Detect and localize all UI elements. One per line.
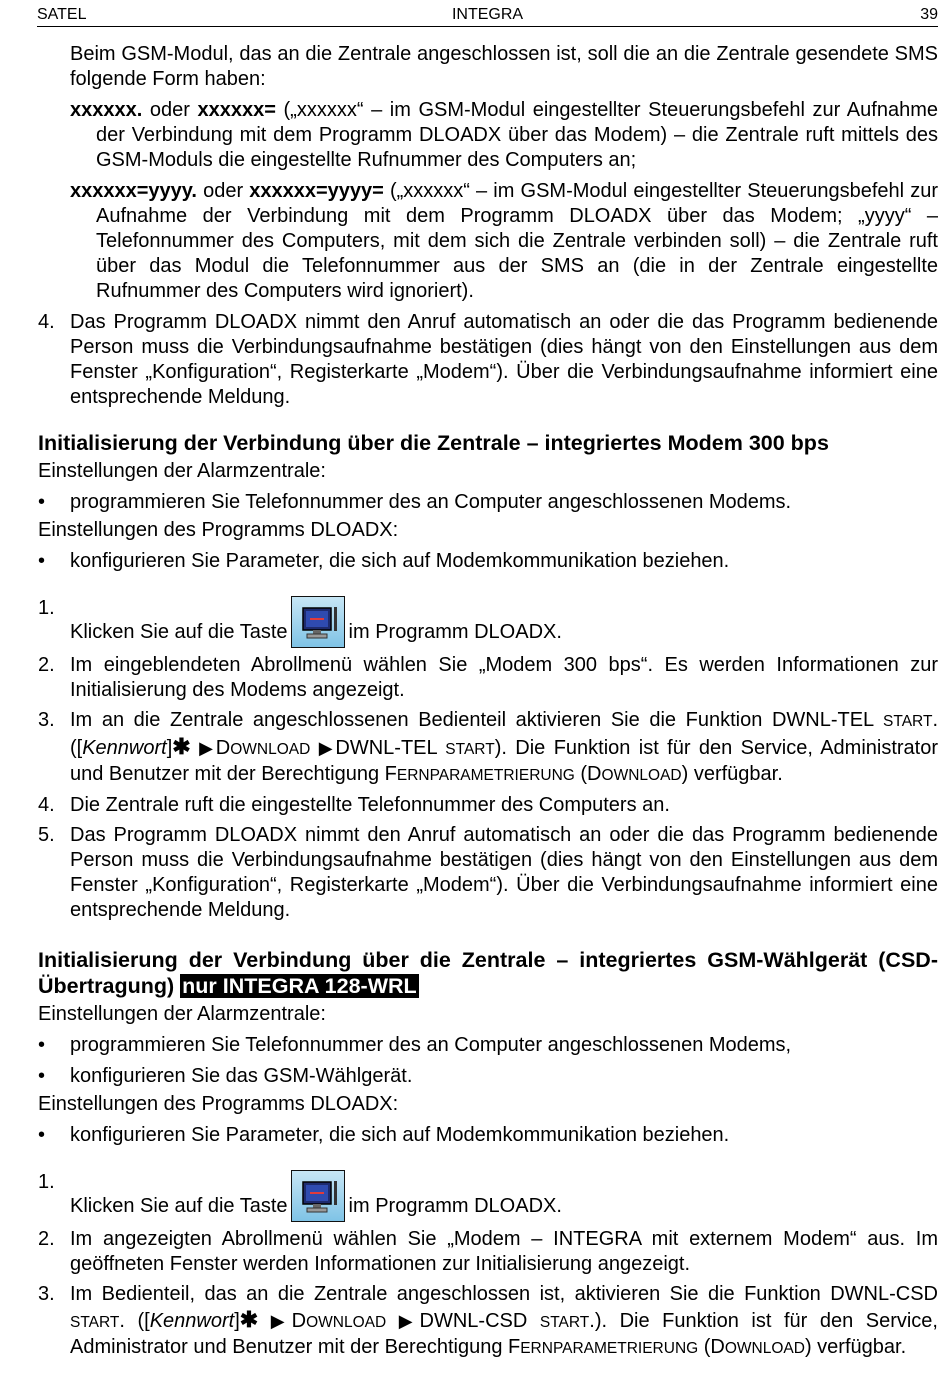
step-item bbox=[38, 653, 938, 703]
intro-paragraph: Beim GSM-Modul, das an die Zentrale angeschlossen ist, soll die an die Zentrale gesendete SMS folgende Form haben: bbox=[70, 43, 938, 90]
step-item bbox=[38, 823, 938, 923]
text-smallcaps: START bbox=[539, 1314, 590, 1331]
text-run: D bbox=[215, 737, 231, 759]
step-text bbox=[70, 1282, 938, 1361]
step-text-pre: Klicken Sie auf die Taste bbox=[70, 621, 288, 643]
connect-modem-button[interactable] bbox=[291, 596, 345, 648]
alarm-settings-label: Einstellungen der Alarmzentrale: bbox=[38, 1003, 326, 1025]
text-run: DWNL-TEL bbox=[335, 737, 446, 759]
section-heading-gsm-csd bbox=[38, 947, 938, 999]
step-number: 2. bbox=[38, 654, 55, 676]
sms-code: xxxxxx. bbox=[70, 99, 143, 121]
step-text: Das Programm DLOADX nimmt den Anruf automatisch an oder die das Programm bedienende Person muss die Verbindungsaufnahme bestätigen (dies hängt von den Einstellungen aus dem Fenster „Konfiguration“, Registerkarte „Modem“). Über die Verbindungsaufnahme informiert eine entsprechende Meldung. bbox=[70, 311, 938, 408]
monitor-icon bbox=[292, 1171, 346, 1223]
model-badge: nur INTEGRA 128-WRL bbox=[182, 974, 417, 998]
alarm-settings-label: Einstellungen der Alarmzentrale: bbox=[38, 460, 326, 482]
text-run: (D bbox=[574, 763, 602, 785]
text-run: .). Die Funktion ist für den Service, Administrator und Benutzer mit der Berechtigung F bbox=[70, 1310, 938, 1358]
text-italic: Kennwort bbox=[149, 1310, 235, 1332]
bullet-text: programmieren Sie Telefonnummer des an Computer angeschlossenen Modems, bbox=[70, 1034, 792, 1056]
star-icon: ✱ bbox=[239, 1307, 259, 1332]
step-number: 4. bbox=[38, 794, 55, 816]
text-smallcaps: OWNLOAD bbox=[306, 1314, 387, 1331]
bullet-item bbox=[38, 1033, 938, 1058]
step-number: 4. bbox=[38, 311, 55, 333]
step-item bbox=[38, 1227, 938, 1277]
text-run: (D bbox=[698, 1336, 725, 1358]
text-smallcaps: START bbox=[445, 741, 495, 758]
bullet-item bbox=[38, 1064, 938, 1089]
text-smallcaps: START bbox=[883, 713, 933, 730]
sms-code: xxxxxx=yyyy= bbox=[249, 180, 384, 202]
page-header bbox=[37, 4, 938, 27]
sms-format-1 bbox=[70, 98, 938, 173]
bullet-glyph: • bbox=[38, 491, 46, 513]
star-icon: ✱ bbox=[172, 734, 191, 759]
triangle-right-icon: ▶ bbox=[199, 738, 216, 758]
text-smallcaps: OWNLOAD bbox=[601, 767, 682, 784]
sms-description: („xxxxxx“ – im GSM-Modul eingestellter Steuerungsbefehl zur Aufnahme der Verbindung mit dem Programm DLOADX über das Modem; „yyyy“ – Telefonnummer des Computers, mit dem sich die Zentrale verbinden soll) – die Zentrale ruft über das Modul die Telefonnummer aus der SMS an (die in der Zentrale eingestellte Rufnummer des Computers wird ignoriert). bbox=[96, 180, 938, 302]
text-run: Im Bedienteil, das an die Zentrale angeschlossen ist, aktivieren Sie die Funktion DWNL-CSD bbox=[70, 1283, 938, 1305]
text-italic: Kennwort bbox=[82, 737, 167, 759]
step-text: Die Zentrale ruft die eingestellte Telefonnummer des Computers an. bbox=[70, 794, 670, 816]
step-item bbox=[38, 793, 938, 818]
text-smallcaps: ERNPARAMETRIERUNG bbox=[396, 767, 575, 784]
step-number: 1. bbox=[38, 1171, 55, 1193]
page-number: 39 bbox=[920, 6, 938, 23]
bullet-item bbox=[38, 549, 938, 574]
program-settings-label: Einstellungen des Programms DLOADX: bbox=[38, 1093, 399, 1115]
step-text bbox=[70, 1170, 938, 1222]
text-run: Im an die Zentrale angeschlossenen Bedienteil aktivieren Sie die Funktion DWNL-TEL bbox=[70, 709, 884, 731]
bullet-text: konfigurieren Sie Parameter, die sich auf Modemkommunikation beziehen. bbox=[70, 550, 730, 572]
text-smallcaps: START bbox=[70, 1314, 120, 1331]
program-settings-label: Einstellungen des Programms DLOADX: bbox=[38, 519, 399, 541]
connect-modem-button[interactable] bbox=[291, 1170, 345, 1222]
bullet-item bbox=[38, 1123, 938, 1148]
step-item bbox=[38, 310, 938, 410]
text-run: ] bbox=[234, 1310, 240, 1332]
step-text: Im angezeigten Abrollmenü wählen Sie „Modem – INTEGRA mit externem Modem“ aus. Im geöffneten Fenster werden Informationen zur Initialisierung angezeigt. bbox=[70, 1228, 938, 1275]
bullet-text: konfigurieren Sie das GSM-Wählgerät. bbox=[70, 1065, 413, 1087]
text-run: . ([ bbox=[119, 1310, 150, 1332]
text-run: ) verfügbar. bbox=[804, 1336, 907, 1358]
sms-format-2 bbox=[70, 179, 938, 304]
text-run: ). Die Funktion ist für den Service, Administrator und Benutzer mit der Berechtigung F bbox=[70, 737, 939, 785]
bullet-text: programmieren Sie Telefonnummer des an Computer angeschlossenen Modems. bbox=[70, 491, 792, 513]
section-heading-modem-300: Initialisierung der Verbindung über die Zentrale – integriertes Modem 300 bps bbox=[38, 431, 829, 455]
bullet-glyph: • bbox=[38, 1124, 46, 1146]
text-run: ] bbox=[166, 737, 173, 759]
step-text bbox=[70, 596, 938, 648]
step-number: 3. bbox=[38, 709, 55, 731]
bullet-text: konfigurieren Sie Parameter, die sich auf Modemkommunikation beziehen. bbox=[70, 1124, 730, 1146]
bullet-glyph: • bbox=[38, 1034, 46, 1056]
step-number: 5. bbox=[38, 824, 55, 846]
triangle-right-icon: ▶ bbox=[398, 1311, 420, 1331]
text-run: ) verfügbar. bbox=[681, 763, 783, 785]
step-text-post: im Programm DLOADX. bbox=[348, 621, 562, 643]
sms-or: oder bbox=[196, 180, 250, 202]
step-text-post: im Programm DLOADX. bbox=[348, 1195, 562, 1217]
section-heading-text: Initialisierung der Verbindung über die Zentrale – integriertes GSM-Wählgerät (CSD-Übertragung) bbox=[38, 948, 938, 998]
step-number: 2. bbox=[38, 1228, 55, 1250]
step-number: 3. bbox=[38, 1283, 55, 1305]
text-run: . ([ bbox=[70, 709, 938, 759]
step-item bbox=[38, 708, 938, 788]
step-item bbox=[38, 1170, 938, 1222]
step-text-pre: Klicken Sie auf die Taste bbox=[70, 1195, 288, 1217]
page-content bbox=[38, 42, 938, 1361]
step-item bbox=[38, 1282, 938, 1361]
step-text bbox=[70, 708, 938, 788]
sms-or: oder bbox=[142, 99, 198, 121]
step-number: 1. bbox=[38, 597, 55, 619]
text-run: DWNL-CSD bbox=[419, 1310, 540, 1332]
bullet-item bbox=[38, 490, 938, 515]
text-smallcaps: OWNLOAD bbox=[230, 741, 311, 758]
step-text: Das Programm DLOADX nimmt den Anruf automatisch an oder die das Programm bedienende Person muss die Verbindungsaufnahme bestätigen (dies hängt von den Einstellungen aus dem Fenster „Konfiguration“, Registerkarte „Modem“). Über die Verbindungsaufnahme informiert eine entsprechende Meldung. bbox=[70, 824, 938, 921]
sms-code: xxxxxx=yyyy. bbox=[70, 180, 197, 202]
triangle-right-icon: ▶ bbox=[318, 738, 336, 758]
bullet-glyph: • bbox=[38, 1065, 46, 1087]
text-smallcaps: ERNPARAMETRIERUNG bbox=[520, 1340, 699, 1357]
text-smallcaps: OWNLOAD bbox=[724, 1340, 805, 1357]
bullet-glyph: • bbox=[38, 550, 46, 572]
step-text: Im eingeblendeten Abrollmenü wählen Sie „Modem 300 bps“. Es werden Informationen zur Initialisierung des Modems angezeigt. bbox=[70, 654, 938, 701]
sms-description: („xxxxxx“ – im GSM-Modul eingestellter Steuerungsbefehl zur Aufnahme der Verbindung mit dem Programm DLOADX über das Modem) – die Zentrale ruft mittels des GSM-Moduls die eingestellte Rufnummer des Computers an; bbox=[96, 99, 938, 171]
header-brand: SATEL bbox=[37, 6, 87, 23]
triangle-right-icon: ▶ bbox=[270, 1311, 292, 1331]
header-product: INTEGRA bbox=[451, 6, 524, 23]
sms-code: xxxxxx= bbox=[197, 99, 276, 121]
text-run: D bbox=[291, 1310, 307, 1332]
step-item bbox=[38, 596, 938, 648]
monitor-icon bbox=[292, 597, 346, 649]
